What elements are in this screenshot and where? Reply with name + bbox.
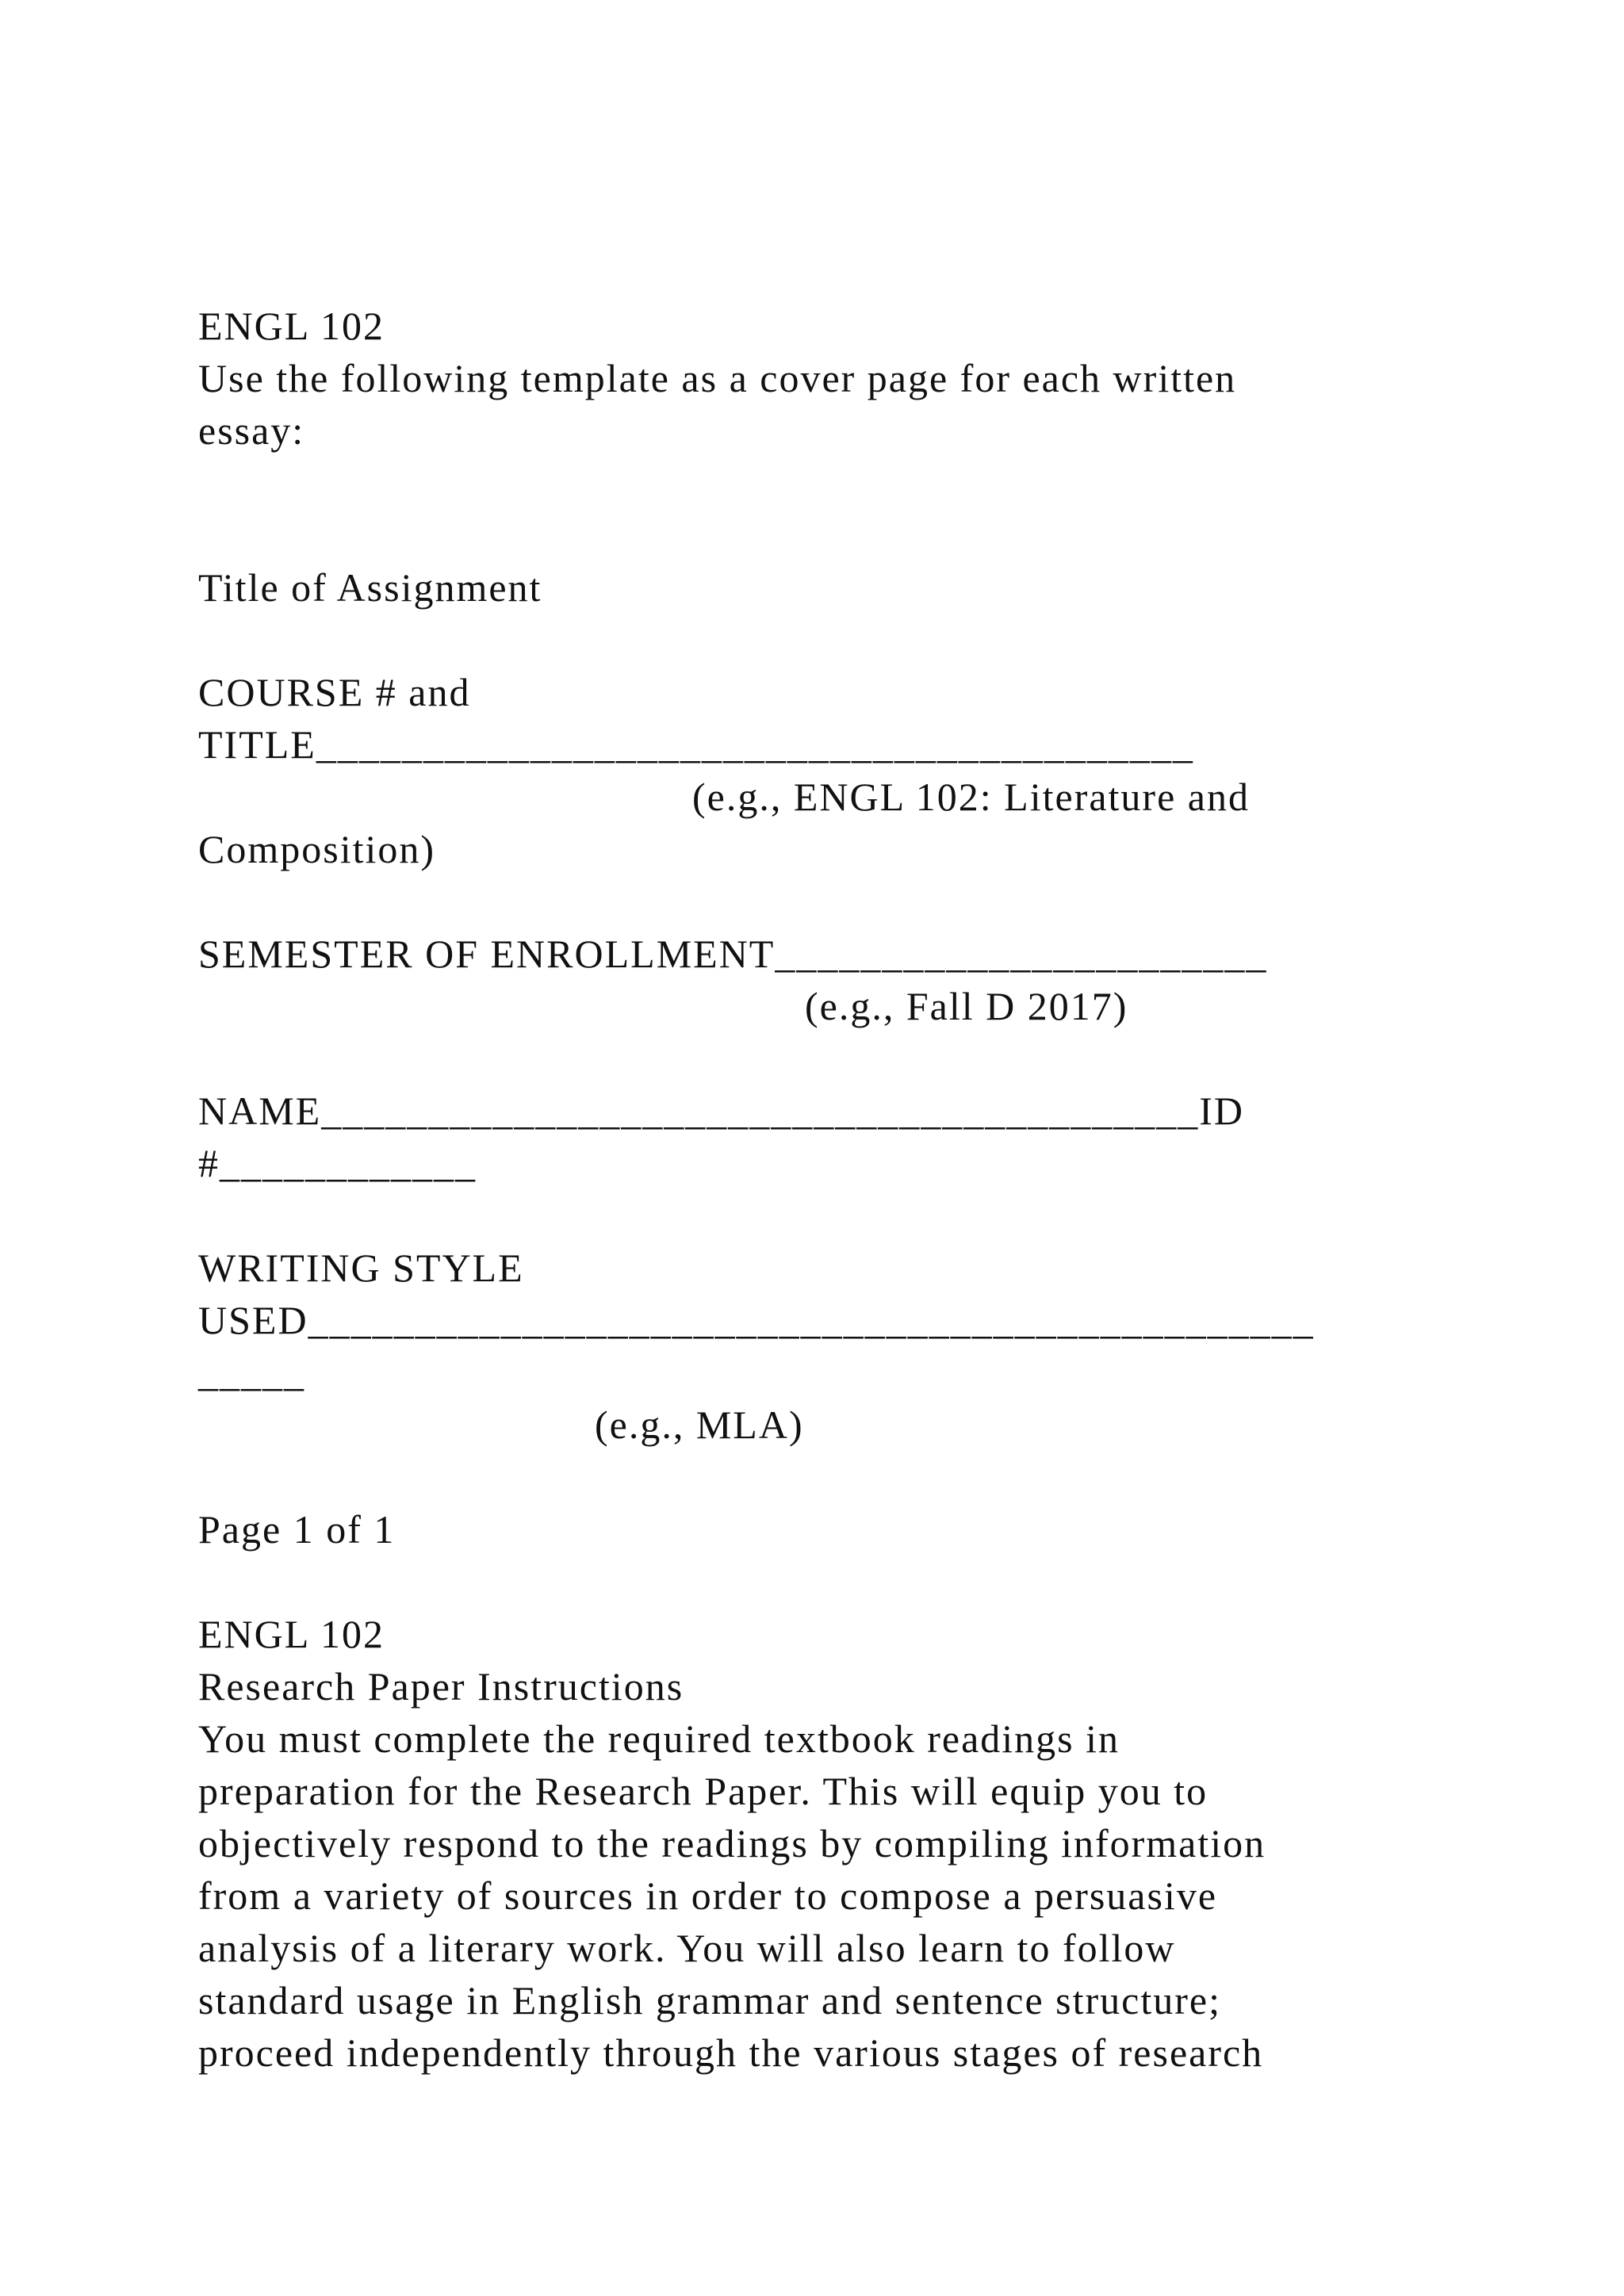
name-id-field: NAME_________________________________________ID	[198, 1089, 1244, 1133]
course-title-example: Composition)	[198, 827, 436, 871]
page-number: Page 1 of 1	[198, 1507, 396, 1552]
intro-text-line: Use the following template as a cover page for each written	[198, 356, 1237, 400]
instructions-paragraph-line: analysis of a literary work. You will also learn to follow	[198, 1926, 1176, 1970]
writing-style-field: _____	[198, 1350, 305, 1395]
semester-example: (e.g., Fall D 2017)	[805, 984, 1128, 1028]
instructions-paragraph-line: from a variety of sources in order to compose a persuasive	[198, 1873, 1218, 1918]
course-title-example: (e.g., ENGL 102: Literature and	[692, 775, 1250, 819]
assignment-title-label: Title of Assignment	[198, 565, 542, 610]
writing-style-field: USED_______________________________________________	[198, 1298, 1315, 1342]
instructions-paragraph-line: standard usage in English grammar and sentence structure;	[198, 1978, 1222, 2022]
course-title-field: TITLE_________________________________________	[198, 722, 1194, 767]
instructions-paragraph-line: proceed independently through the various stages of research	[198, 2030, 1264, 2075]
course-heading: ENGL 102	[198, 304, 385, 348]
instructions-paragraph-line: objectively respond to the readings by compiling information	[198, 1821, 1266, 1866]
instructions-title: Research Paper Instructions	[198, 1664, 684, 1709]
instructions-paragraph-line: You must complete the required textbook readings in	[198, 1716, 1120, 1761]
instructions-paragraph-line: preparation for the Research Paper. This will equip you to	[198, 1769, 1208, 1813]
id-field: #____________	[198, 1141, 477, 1185]
writing-style-example: (e.g., MLA)	[595, 1402, 804, 1447]
course-title-label: COURSE # and	[198, 670, 471, 714]
semester-field: SEMESTER OF ENROLLMENT_______________________	[198, 932, 1268, 976]
intro-text-line: essay:	[198, 408, 305, 453]
writing-style-label: WRITING STYLE	[198, 1246, 524, 1290]
instructions-course-heading: ENGL 102	[198, 1612, 385, 1656]
